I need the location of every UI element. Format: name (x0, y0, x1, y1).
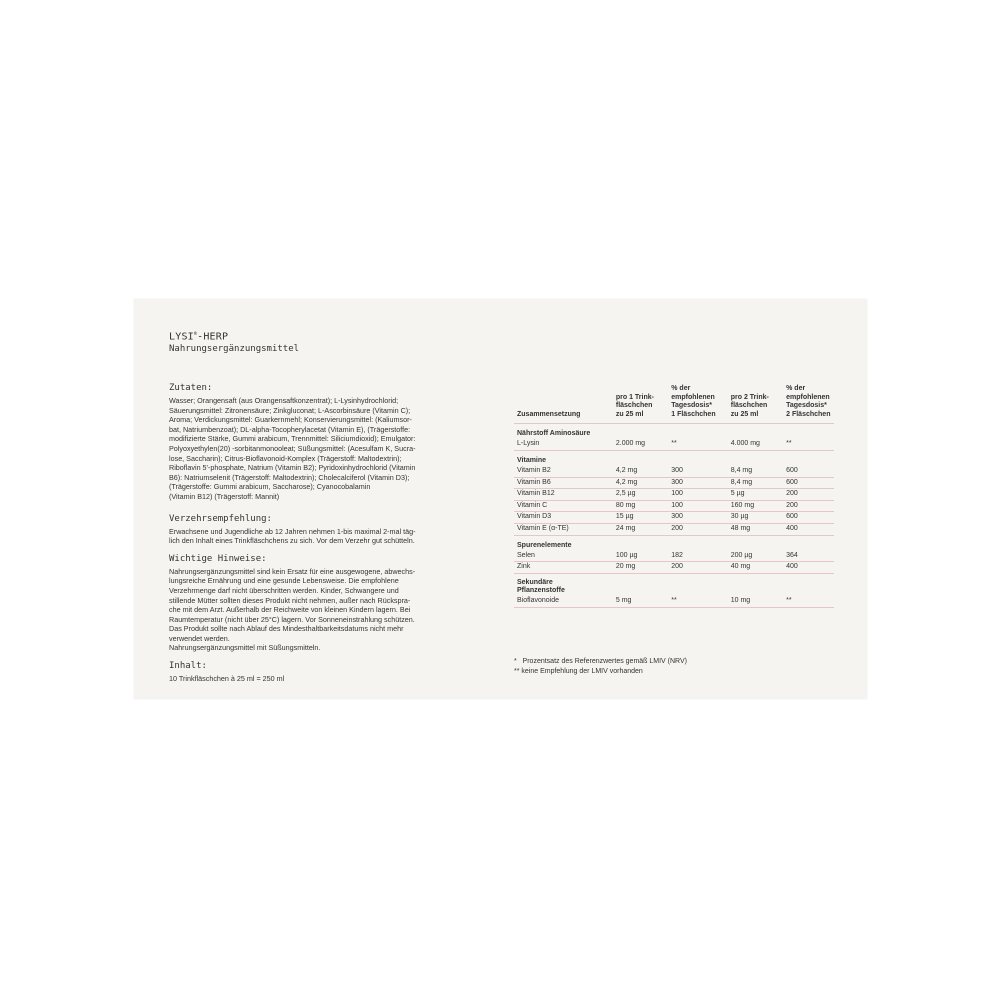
text-line: Säuerungsmittel: Zitronensäure; Zinkgluconat; L-Ascorbinsäure (Vitamin C); (169, 405, 411, 415)
group-title: Nährstoff Aminosäure (517, 430, 591, 438)
table-cell: L-Lysin (514, 439, 616, 450)
left-column (169, 383, 479, 684)
header-cell: Zusammensetzung (514, 385, 616, 424)
table-row (514, 439, 834, 450)
table-cell: Zink (514, 562, 616, 574)
hinweise-text (169, 567, 479, 653)
table-cell: ** (786, 596, 834, 607)
table-cell: 10 mg (731, 596, 786, 607)
table-row (514, 489, 834, 501)
text-line: 10 Trinkfläschchen à 25 ml = 250 ml (169, 674, 285, 684)
table-cell: 364 (786, 551, 834, 562)
table-cell: 200 (671, 562, 730, 574)
zutaten-text (169, 396, 479, 502)
table-cell: 40 mg (731, 562, 786, 574)
table-cell: 300 (671, 512, 730, 524)
text-line: modifizierte Stärke, Gummi arabicum, Trennmittel: Siliciumdioxid); Emulgator: (169, 434, 416, 444)
text-line: stillende Mütter sollten dieses Produkt nicht nehmen, außer nach Rückspra- (169, 595, 411, 605)
table-cell: 4,2 mg (616, 477, 671, 489)
text-line: Nahrungsergänzungsmittel sind kein Ersatz für eine ausgewogene, abwechs- (169, 566, 416, 576)
text-line: verwendet werden. (169, 633, 230, 643)
table-row (514, 512, 834, 524)
table-row (514, 523, 834, 535)
verzehr-text (169, 527, 479, 546)
text-line: Raumtemperatur (nicht über 25°C) lagern. Vor Sonneneinstrahlung schützen. (169, 614, 415, 624)
verzehr-heading: Verzehrsempfehlung: (169, 513, 272, 524)
table-cell: 4,2 mg (616, 466, 671, 477)
text-line: Verzehrmenge darf nicht überschritten werden. Kinder, Schwangere und (169, 585, 399, 595)
table-cell: Vitamin B6 (514, 477, 616, 489)
package-panel (134, 299, 867, 699)
table-cell: 200 (671, 523, 730, 535)
table-cell: ** (786, 439, 834, 450)
table-cell: Vitamin D3 (514, 512, 616, 524)
table-header-row (514, 385, 834, 424)
table-cell: 30 µg (731, 512, 786, 524)
brand-suffix: -HERP (197, 331, 229, 343)
text-line: B6): Natriumselenit (Trägerstoff: Maltodextrin); Cholecalciferol (Vitamin D3); (169, 472, 410, 482)
table-cell: 8,4 mg (731, 477, 786, 489)
text-line: Erwachsene und Jugendliche ab 12 Jahren nehmen 1-bis maximal 2-mal täg- (169, 526, 416, 536)
table-cell: 182 (671, 551, 730, 562)
group-title: Spurenelemente (517, 541, 572, 549)
text-line: (Trägerstoffe: Gummi arabicum, Saccharose); Cyanocobalamin (169, 482, 371, 492)
table-cell: 4.000 mg (731, 439, 786, 450)
header-cell: pro 2 Trink- fläschchen zu 25 ml (731, 385, 786, 424)
table-cell: 5 µg (731, 489, 786, 501)
header-cell: pro 1 Trink- fläschchen zu 25 ml (616, 385, 671, 424)
table-row (514, 551, 834, 562)
table-cell: ** (671, 596, 730, 607)
table-group-row (514, 573, 834, 596)
table-cell: 15 µg (616, 512, 671, 524)
brand-name: LYSI (169, 331, 194, 343)
text-line: Nahrungsergänzungsmittel mit Süßungsmitteln. (169, 643, 321, 653)
group-title: Vitamine (517, 456, 547, 464)
table-body (514, 424, 834, 607)
table-cell: 2.000 mg (616, 439, 671, 450)
table-cell: Vitamin B2 (514, 466, 616, 477)
table-cell: 2,5 µg (616, 489, 671, 501)
text-line: (Vitamin B12) (Trägerstoff: Mannit) (169, 491, 280, 501)
table-cell: 300 (671, 477, 730, 489)
hinweise-heading: Wichtige Hinweise: (169, 553, 267, 564)
footnote: ** keine Empfehlung der LMIV vorhanden (514, 668, 643, 675)
table-cell: 100 (671, 500, 730, 512)
table-cell: 100 µg (616, 551, 671, 562)
nutrition-table (514, 385, 834, 608)
text-line: Aroma; Verdickungsmittel: Guarkernmehl; Konservierungsmittel: (Kaliumsor- (169, 415, 412, 425)
header-cell: % der empfohlenen Tagesdosis* 1 Fläschchen (671, 385, 730, 424)
table-group-row (514, 450, 834, 466)
inhalt-heading: Inhalt: (169, 661, 207, 672)
table-cell: 100 (671, 489, 730, 501)
table-cell: ** (671, 439, 730, 450)
text-line: bat, Natriumbenzoat); DL-alpha-Tocopherylacetat (Vitamin E), (Trägerstoffe: (169, 424, 411, 434)
group-title: Sekundäre Pflanzenstoffe (517, 578, 565, 595)
brand-title (169, 331, 228, 342)
table-cell: 400 (786, 562, 834, 574)
table-group-row (514, 424, 834, 440)
text-line: Das Produkt sollte nach Ablauf des Mindesthaltbarkeitsdatums nicht mehr (169, 624, 404, 634)
footnote: * Prozentsatz des Referenzwertes gemäß LMIV (NRV) (514, 658, 687, 665)
table-cell: 200 (786, 489, 834, 501)
table-cell: 400 (786, 523, 834, 535)
table-cell: Vitamin B12 (514, 489, 616, 501)
table-cell: 600 (786, 477, 834, 489)
table-cell: 48 mg (731, 523, 786, 535)
table-row (514, 477, 834, 489)
text-line: lungsreiche Ernährung und eine gesunde Lebensweise. Die empfohlene (169, 576, 399, 586)
table-cell: Selen (514, 551, 616, 562)
footnotes (514, 657, 687, 677)
table-row (514, 466, 834, 477)
text-line: lose, Saccharin); Citrus-Bioflavonoid-Komplex (Trägerstoff: Maltodextrin); (169, 453, 402, 463)
table-cell: 160 mg (731, 500, 786, 512)
table-cell: 20 mg (616, 562, 671, 574)
table-cell: 200 µg (731, 551, 786, 562)
header-cell: % der empfohlenen Tagesdosis* 2 Fläschchen (786, 385, 834, 424)
nutrition-table-area (514, 385, 834, 608)
table-cell: 300 (671, 466, 730, 477)
table-cell: 600 (786, 512, 834, 524)
inhalt-text (169, 674, 479, 684)
text-line: Polyoxyethylen(20) -sorbitanmonooleat; Süßungsmittel: (Acesulfam K, Sucra- (169, 443, 416, 453)
table-cell: 600 (786, 466, 834, 477)
text-line: Wasser; Orangensaft (aus Orangensaftkonzentrat); L-Lysinhydrochlorid; (169, 396, 399, 405)
table-row (514, 500, 834, 512)
text-line: Riboflavin 5'-phosphate, Natrium (Vitamin B2); Pyridoxinhydrochlorid (Vitamin (169, 463, 416, 473)
table-group-row (514, 535, 834, 551)
table-cell: Vitamin C (514, 500, 616, 512)
table-row (514, 596, 834, 607)
table-cell: Vitamin E (α-TE) (514, 523, 616, 535)
table-row (514, 562, 834, 574)
zutaten-heading: Zutaten: (169, 383, 213, 393)
product-category: Nahrungsergänzungsmittel (169, 344, 300, 354)
text-line: che mit dem Arzt. Außerhalb der Reichweite von kleinen Kindern lagern. Bei (169, 605, 411, 615)
registered-mark: ® (193, 331, 198, 337)
text-line: lich den Inhalt eines Trinkfläschchens zu sich. Vor dem Verzehr gut schütteln. (169, 536, 415, 546)
table-cell: 200 (786, 500, 834, 512)
table-cell: 5 mg (616, 596, 671, 607)
table-cell: 80 mg (616, 500, 671, 512)
table-cell: Bioflavonoide (514, 596, 616, 607)
table-cell: 24 mg (616, 523, 671, 535)
table-cell: 8,4 mg (731, 466, 786, 477)
